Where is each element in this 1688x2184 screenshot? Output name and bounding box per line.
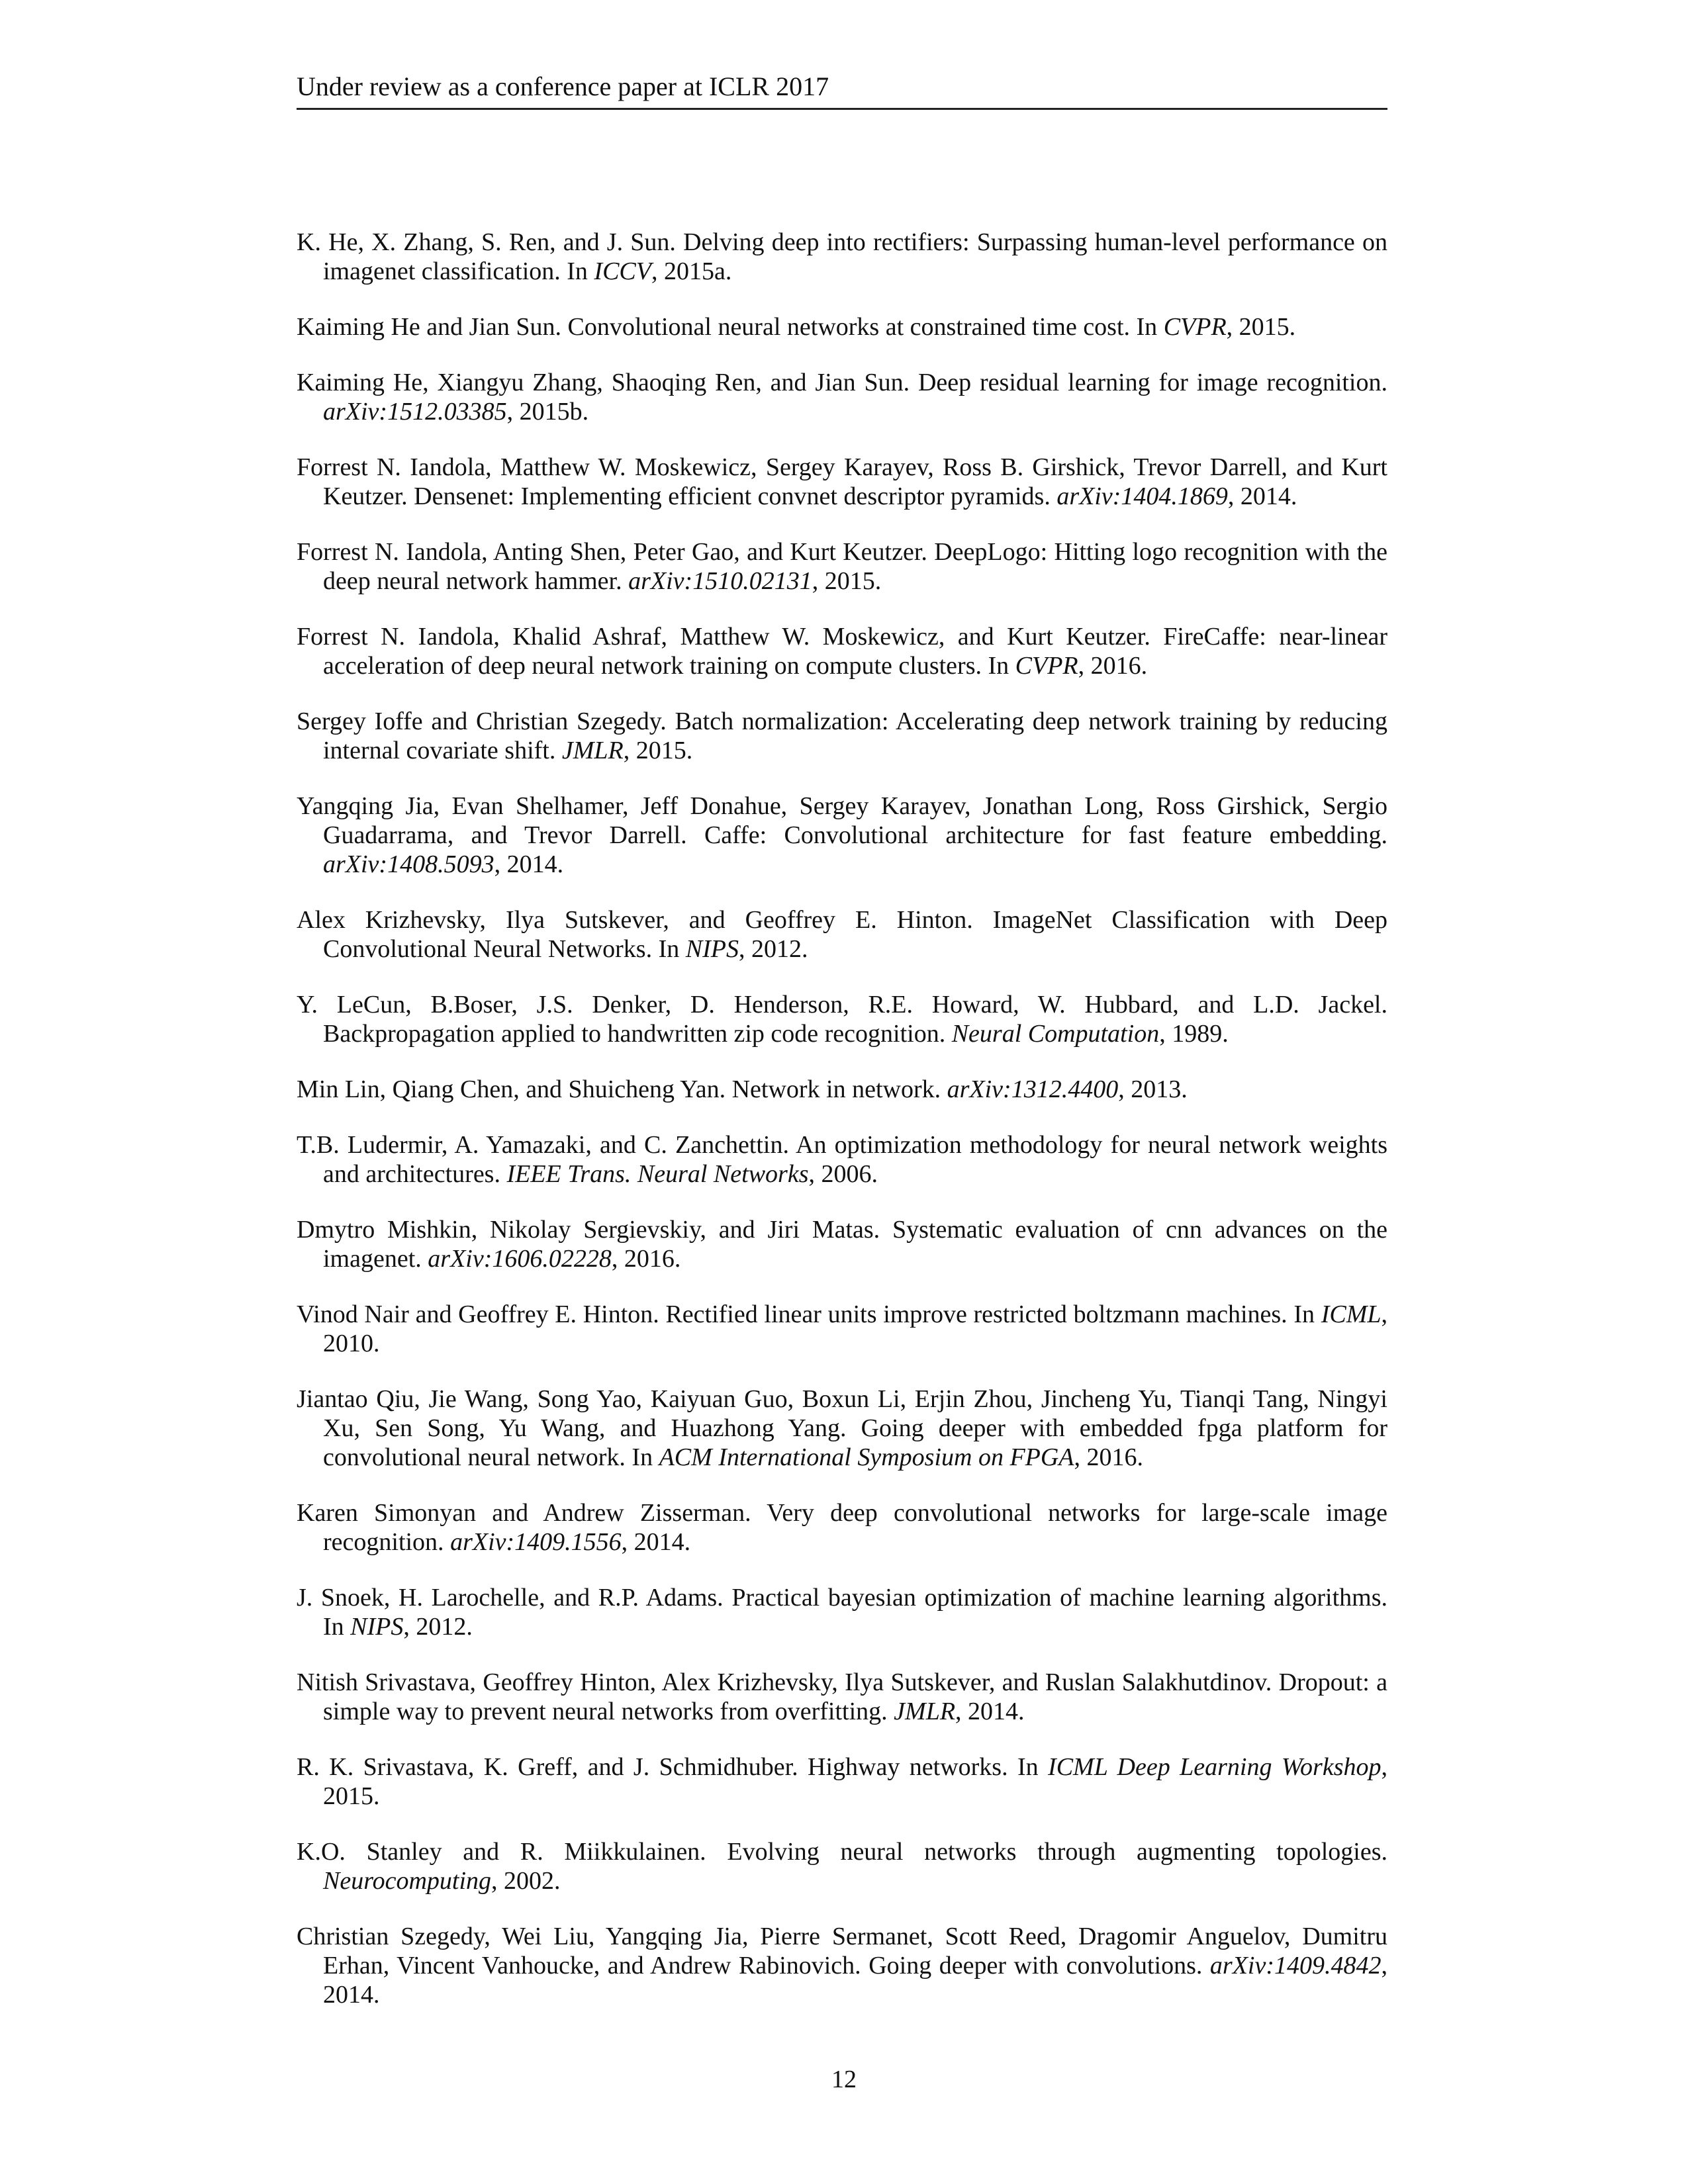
reference-entry (297, 1075, 1387, 1104)
reference-venue: IEEE Trans. Neural Networks (506, 1160, 809, 1188)
reference-text: Dmytro Mishkin, Nikolay Sergievskiy, and Jiri Matas. Systematic evaluation of cnn advances on the imagenet. (297, 1216, 1387, 1273)
reference-venue: arXiv:1512.03385 (323, 398, 507, 426)
reference-venue: JMLR (561, 737, 624, 764)
reference-entry (297, 1300, 1387, 1358)
reference-entry (297, 537, 1387, 596)
reference-text: Jiantao Qiu, Jie Wang, Song Yao, Kaiyuan Guo, Boxun Li, Erjin Zhou, Jincheng Yu, Tianqi Tang, Ningyi Xu, Sen Song, Yu Wang, and Huazhong Yang. Going deeper with embedded fpga platform for convolutional neural network. In (297, 1385, 1387, 1471)
reference-text: Alex Krizhevsky, Ilya Sutskever, and Geoffrey E. Hinton. ImageNet Classification with Deep Convolutional Neural Networks. In (297, 906, 1387, 963)
reference-year: , 2015a. (651, 257, 732, 285)
reference-year: , 2016. (611, 1245, 681, 1273)
reference-text: J. Snoek, H. Larochelle, and R.P. Adams. Practical bayesian optimization of machine learning algorithms. In (297, 1584, 1387, 1641)
reference-text: Y. LeCun, B.Boser, J.S. Denker, D. Henderson, R.E. Howard, W. Hubbard, and L.D. Jackel. Backpropagation applied to handwritten zip code recognition. (297, 991, 1387, 1048)
reference-list (297, 228, 1387, 2009)
reference-text: Vinod Nair and Geoffrey E. Hinton. Rectified linear units improve restricted boltzmann machines. In (297, 1300, 1321, 1328)
reference-entry (297, 1498, 1387, 1557)
reference-entry (297, 312, 1387, 341)
reference-year: , 2006. (808, 1160, 878, 1188)
reference-entry (297, 622, 1387, 680)
reference-entry (297, 453, 1387, 511)
reference-year: , 2010. (323, 1300, 1387, 1357)
reference-venue: ICML Deep Learning Workshop (1048, 1753, 1382, 1781)
reference-text: Christian Szegedy, Wei Liu, Yangqing Jia, Pierre Sermanet, Scott Reed, Dragomir Anguelov, Dumitru Erhan, Vincent Vanhoucke, and Andrew Rabinovich. Going deeper with convolutions. (297, 1923, 1387, 1979)
reference-venue: arXiv:1409.4842 (1209, 1952, 1382, 1979)
reference-text: Kaiming He, Xiangyu Zhang, Shaoqing Ren, and Jian Sun. Deep residual learning for image recognition. (297, 369, 1387, 396)
reference-venue: arXiv:1409.1556 (450, 1528, 622, 1556)
reference-entry (297, 1922, 1387, 2009)
reference-year: , 2015. (812, 567, 882, 595)
reference-year: , 2014. (323, 1952, 1387, 2009)
reference-text: R. K. Srivastava, K. Greff, and J. Schmidhuber. Highway networks. In (297, 1753, 1049, 1781)
reference-text: K.O. Stanley and R. Miikkulainen. Evolving neural networks through augmenting topologies. (297, 1838, 1387, 1866)
reference-venue: ICML (1321, 1300, 1382, 1328)
reference-entry (297, 990, 1387, 1048)
reference-entry (297, 228, 1387, 286)
reference-year: , 2015b. (506, 398, 589, 426)
reference-year: , 2016. (1078, 652, 1148, 680)
reference-text: T.B. Ludermir, A. Yamazaki, and C. Zanchettin. An optimization methodology for neural network weights and architectures. (297, 1131, 1387, 1188)
header-text: Under review as a conference paper at ICLR 2017 (297, 71, 829, 101)
reference-entry (297, 1215, 1387, 1273)
reference-venue: arXiv:1312.4400 (947, 1075, 1119, 1103)
reference-entry (297, 1385, 1387, 1472)
reference-year: , 2014. (955, 1698, 1025, 1725)
reference-venue: CVPR (1163, 313, 1227, 341)
reference-year: , 2015. (323, 1753, 1387, 1810)
reference-entry (297, 1130, 1387, 1189)
reference-year: , 2015. (623, 737, 693, 764)
reference-venue: NIPS (685, 935, 739, 963)
reference-year: , 2013. (1118, 1075, 1188, 1103)
reference-text: Yangqing Jia, Evan Shelhamer, Jeff Donahue, Sergey Karayev, Jonathan Long, Ross Girshick, Sergio Guadarrama, and Trevor Darrell. Caffe: Convolutional architecture for fast feature embedding. (297, 792, 1387, 849)
reference-text: Nitish Srivastava, Geoffrey Hinton, Alex Krizhevsky, Ilya Sutskever, and Ruslan Salakhutdinov. Dropout: a simple way to prevent neural networks from overfitting. (297, 1668, 1387, 1725)
reference-year: , 2014. (621, 1528, 691, 1556)
reference-venue: Neurocomputing (323, 1867, 492, 1895)
reference-venue: arXiv:1510.02131 (628, 567, 812, 595)
running-header (297, 69, 1387, 110)
reference-text: K. He, X. Zhang, S. Ren, and J. Sun. Delving deep into rectifiers: Surpassing human-level performance on imagenet classification. In (297, 228, 1387, 285)
reference-entry (297, 707, 1387, 765)
reference-entry (297, 905, 1387, 964)
reference-entry (297, 1583, 1387, 1641)
reference-entry (297, 1837, 1387, 1895)
reference-text: Karen Simonyan and Andrew Zisserman. Very deep convolutional networks for large-scale image recognition. (297, 1499, 1387, 1556)
reference-year: , 1989. (1159, 1020, 1229, 1048)
reference-year: , 2014. (494, 850, 564, 878)
reference-venue: JMLR (894, 1698, 956, 1725)
reference-entry (297, 368, 1387, 426)
reference-entry (297, 1752, 1387, 1811)
reference-entry (297, 1668, 1387, 1726)
reference-entry (297, 792, 1387, 879)
reference-year: , 2012. (738, 935, 808, 963)
reference-text: Kaiming He and Jian Sun. Convolutional neural networks at constrained time cost. In (297, 313, 1164, 341)
reference-text: Forrest N. Iandola, Khalid Ashraf, Matthew W. Moskewicz, and Kurt Keutzer. FireCaffe: near-linear acceleration of deep neural network training on compute clusters. In (297, 623, 1387, 680)
reference-text: Forrest N. Iandola, Anting Shen, Peter Gao, and Kurt Keutzer. DeepLogo: Hitting logo recognition with the deep neural network hammer. (297, 538, 1387, 595)
reference-year: , 2015. (1226, 313, 1296, 341)
reference-year: , 2002. (491, 1867, 561, 1895)
reference-venue: arXiv:1404.1869 (1056, 482, 1228, 510)
reference-text: Sergey Ioffe and Christian Szegedy. Batch normalization: Accelerating deep network training by reducing internal covariate shift. (297, 707, 1387, 764)
reference-venue: Neural Computation (951, 1020, 1160, 1048)
reference-venue: CVPR (1015, 652, 1078, 680)
reference-venue: arXiv:1606.02228 (428, 1245, 612, 1273)
reference-year: , 2012. (403, 1613, 473, 1641)
reference-text: Min Lin, Qiang Chen, and Shuicheng Yan. Network in network. (297, 1075, 947, 1103)
reference-venue: NIPS (350, 1613, 404, 1641)
reference-year: , 2014. (1227, 482, 1297, 510)
reference-year: , 2016. (1074, 1443, 1144, 1471)
reference-text: Forrest N. Iandola, Matthew W. Moskewicz, Sergey Karayev, Ross B. Girshick, Trevor Darrell, and Kurt Keutzer. Densenet: Implementing efficient convnet descriptor pyramids. (297, 453, 1387, 510)
reference-venue: ICCV (594, 257, 651, 285)
page-number: 12 (831, 2066, 857, 2093)
reference-venue: ACM International Symposium on FPGA (659, 1443, 1074, 1471)
reference-venue: arXiv:1408.5093 (323, 850, 494, 878)
